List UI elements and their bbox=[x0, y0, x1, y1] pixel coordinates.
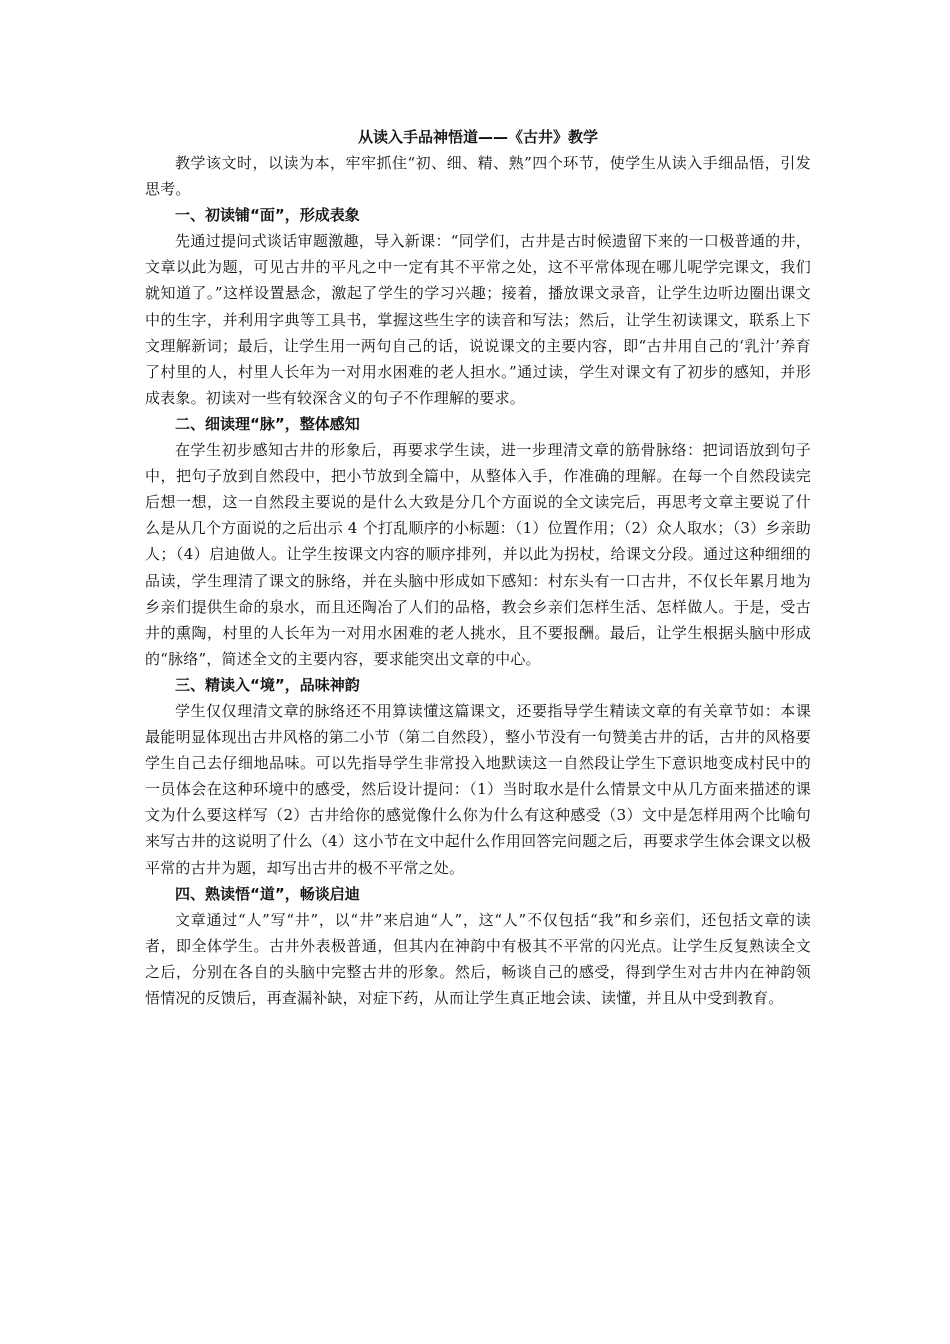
section-1-body: 先通过提问式谈话审题激趣，导入新课：“同学们，古井是古时候遗留下来的一口极普通的井，文章以此为题，可见古井的平凡之中一定有其不平常之处，这不平常体现在哪儿呢学完课文，我们就知道了。”这样设置悬念，激起了学生的学习兴趣；接着，播放课文录音，让学生边听边圈出课文中的生字，并利用字典等工具书，掌握这些生字的读音和写法；然后，让学生初读课文，联系上下文理解新词；最后，让学生用一两句自己的话，说说课文的主要内容，即“古井用自己的‘乳汁’养育了村里的人，村里人长年为一对用水困难的老人担水。”通过读，学生对课文有了初步的感知，并形成表象。初读对一些有较深含义的句子不作理解的要求。 bbox=[145, 232, 811, 407]
section-2-body: 在学生初步感知古井的形象后，再要求学生读，进一步理清文章的筋骨脉络：把词语放到句子中，把句子放到自然段中，把小节放到全篇中，从整体入手，作准确的理解。在每一个自然段读完后想一想，这一自然段主要说的是什么大致是分几个方面说的全文读完后，再思考文章主要说了什么是从几个方面说的之后出示 4 个打乱顺序的小标题：（1）位置作用；（2）众人取水；（3）乡亲助人；（4）启迪做人。让学生按课文内容的顺序排列，并以此为拐杖，给课文分段。通过这种细细的品读，学生理清了课文的脉络，并在头脑中形成如下感知：村东头有一口古井，不仅长年累月地为乡亲们提供生命的泉水，而且还陶冶了人们的品格，教会乡亲们怎样生活、怎样做人。于是，受古井的熏陶，村里的人长年为一对用水困难的老人挑水，且不要报酬。最后，让学生根据头脑中形成的“脉络”，简述全文的主要内容，要求能突出文章的中心。 bbox=[145, 441, 811, 668]
section-1-heading: 一、初读铺“面”，形成表象 bbox=[175, 206, 360, 225]
section-3-body: 学生仅仅理清文章的脉络还不用算读懂这篇课文，还要指导学生精读文章的有关章节如：本课最能明显体现出古井风格的第二小节（第二自然段），整小节没有一句赞美古井的话，古井的风格要学生自己去仔细地品味。可以先指导学生非常投入地默读这一自然段让学生下意识地变成村民中的一员体会在这种环境中的感受，然后设计提问：（1）当时取水是什么情景文中从几方面来描述的课文为什么要这样写（2）古井给你的感觉像什么你为什么有这种感受（3）文中是怎样用两个比喻句来写古井的这说明了什么（4）这小节在文中起什么作用回答完问题之后，再要求学生体会课文以极平常的古井为题，却写出古井的极不平常之处。 bbox=[145, 701, 811, 877]
section-4-body: 文章通过“人”写“井”，以“井”来启迪“人”，这“人”不仅包括“我”和乡亲们，还包括文章的读者，即全体学生。古井外表极普通，但其内在神韵中有极其不平常的闪光点。让学生反复熟读全文之后，分别在各自的头脑中完整古井的形象。然后，畅谈自己的感受，得到学生对古井内在神韵领悟情况的反馈后，再查漏补缺，对症下药，从而让学生真正地会读、读懂，并且从中受到教育。 bbox=[145, 910, 811, 1007]
section-4-heading: 四、熟读悟“道”，畅谈启迪 bbox=[175, 884, 360, 903]
section-2-heading: 二、细读理“脉”，整体感知 bbox=[175, 414, 360, 433]
intro-paragraph: 教学该文时，以读为本，牢牢抓住“初、细、精、熟”四个环节，使学生从读入手细品悟，引发思考。 bbox=[145, 154, 811, 199]
section-3-heading: 三、精读入“境”，品味神韵 bbox=[175, 675, 360, 694]
document-page bbox=[145, 124, 811, 1011]
document-title: 从读入手品神悟道——《古井》教学 bbox=[357, 128, 598, 146]
